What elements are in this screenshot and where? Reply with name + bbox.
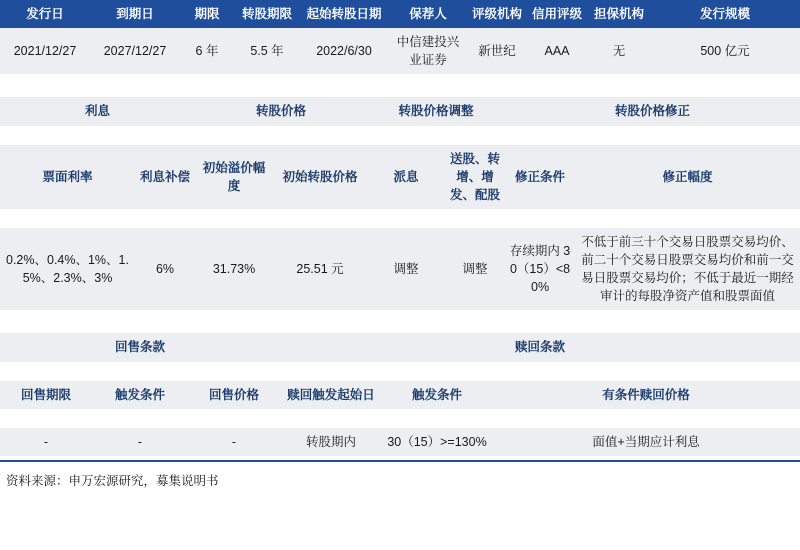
top-header-row (0, 0, 800, 28)
spacer-row-5 (0, 362, 800, 381)
cell-interest-compensation: 6% (135, 228, 195, 311)
section-label-interest: 利息 (0, 97, 195, 125)
spacer-row-3 (0, 209, 800, 228)
cell-putback-trigger-condition: - (92, 428, 188, 456)
source-note: 资料来源：申万宏源研究，募集说明书 (0, 460, 800, 493)
top-summary-table (0, 0, 800, 97)
cell-stock-actions: 调整 (445, 228, 505, 311)
section-band-row-1 (0, 97, 800, 125)
col-header-conversion-term: 转股期限 (234, 0, 300, 28)
col-header-guarantor: 担保机构 (588, 0, 650, 28)
cell-revise-range: 不低于前三十个交易日股票交易均价、前二十个交易日股票交易均价和前一交易日股票交易均价；不低于最近一期经审计的每股净资产值和股票面值 (575, 228, 800, 311)
cell-conditional-redeem-price: 面值+当期应计利息 (492, 428, 800, 456)
bottom-header-row (0, 381, 800, 409)
col-header-redeem-trigger-condition: 触发条件 (382, 381, 492, 409)
col-header-term: 期限 (180, 0, 234, 28)
spacer-row-6 (0, 409, 800, 428)
cell-dividend: 调整 (367, 228, 445, 311)
cell-conversion-term: 5.5 年 (234, 28, 300, 74)
col-header-conditional-redeem-price: 有条件赎回价格 (492, 381, 800, 409)
cell-initial-premium: 31.73% (195, 228, 273, 311)
cell-term: 6 年 (180, 28, 234, 74)
col-header-stock-actions: 送股、转增、增发、配股 (445, 145, 505, 209)
cell-issue-size: 500 亿元 (650, 28, 800, 74)
cell-credit-rating: AAA (526, 28, 588, 74)
bottom-data-row (0, 428, 800, 456)
terms-data-row (0, 228, 800, 311)
col-header-credit-rating: 信用评级 (526, 0, 588, 28)
putback-redeem-table (0, 333, 800, 455)
spacer-row-2 (0, 126, 800, 145)
col-header-conversion-start-date: 起始转股日期 (300, 0, 388, 28)
spacer-row-1 (0, 74, 800, 97)
col-header-revise-range: 修正幅度 (575, 145, 800, 209)
cell-putback-price: - (188, 428, 280, 456)
section-label-conversion-price-adjust: 转股价格调整 (367, 97, 505, 125)
col-header-interest-compensation: 利息补偿 (135, 145, 195, 209)
cell-redeem-trigger-start-date: 转股期内 (280, 428, 382, 456)
cell-sponsor: 中信建投兴业证券 (388, 28, 468, 74)
cell-rating-agency: 新世纪 (468, 28, 526, 74)
col-header-sponsor: 保荐人 (388, 0, 468, 28)
cell-putback-period: - (0, 428, 92, 456)
col-header-redeem-trigger-start-date: 赎回触发起始日 (280, 381, 382, 409)
section-band-row-2 (0, 333, 800, 361)
col-header-maturity-date: 到期日 (90, 0, 180, 28)
col-header-coupon-rate: 票面利率 (0, 145, 135, 209)
section-label-putback-terms: 回售条款 (0, 333, 280, 361)
top-data-row (0, 28, 800, 74)
terms-sub-header-row (0, 145, 800, 209)
cell-maturity-date: 2027/12/27 (90, 28, 180, 74)
cell-conversion-start-date: 2022/6/30 (300, 28, 388, 74)
section-label-conversion-price-revise: 转股价格修正 (505, 97, 800, 125)
cell-issue-date: 2021/12/27 (0, 28, 90, 74)
cell-redeem-trigger-condition: 30（15）>=130% (382, 428, 492, 456)
col-header-initial-premium: 初始溢价幅度 (195, 145, 273, 209)
cell-coupon-rate: 0.2%、0.4%、1%、1.5%、2.3%、3% (0, 228, 135, 311)
cell-guarantor: 无 (588, 28, 650, 74)
section-label-conversion-price: 转股价格 (195, 97, 367, 125)
cell-initial-conversion-price: 25.51 元 (273, 228, 367, 311)
cell-revise-terms: 存续期内 30（15）<80% (505, 228, 575, 311)
col-header-putback-period: 回售期限 (0, 381, 92, 409)
spacer-row-4 (0, 310, 800, 333)
section-label-redeem-terms: 赎回条款 (280, 333, 800, 361)
col-header-putback-trigger-condition: 触发条件 (92, 381, 188, 409)
col-header-initial-conversion-price: 初始转股价格 (273, 145, 367, 209)
col-header-issue-size: 发行规模 (650, 0, 800, 28)
col-header-dividend: 派息 (367, 145, 445, 209)
col-header-revise-terms: 修正条件 (505, 145, 575, 209)
terms-detail-table (0, 97, 800, 333)
col-header-rating-agency: 评级机构 (468, 0, 526, 28)
col-header-putback-price: 回售价格 (188, 381, 280, 409)
col-header-issue-date: 发行日 (0, 0, 90, 28)
